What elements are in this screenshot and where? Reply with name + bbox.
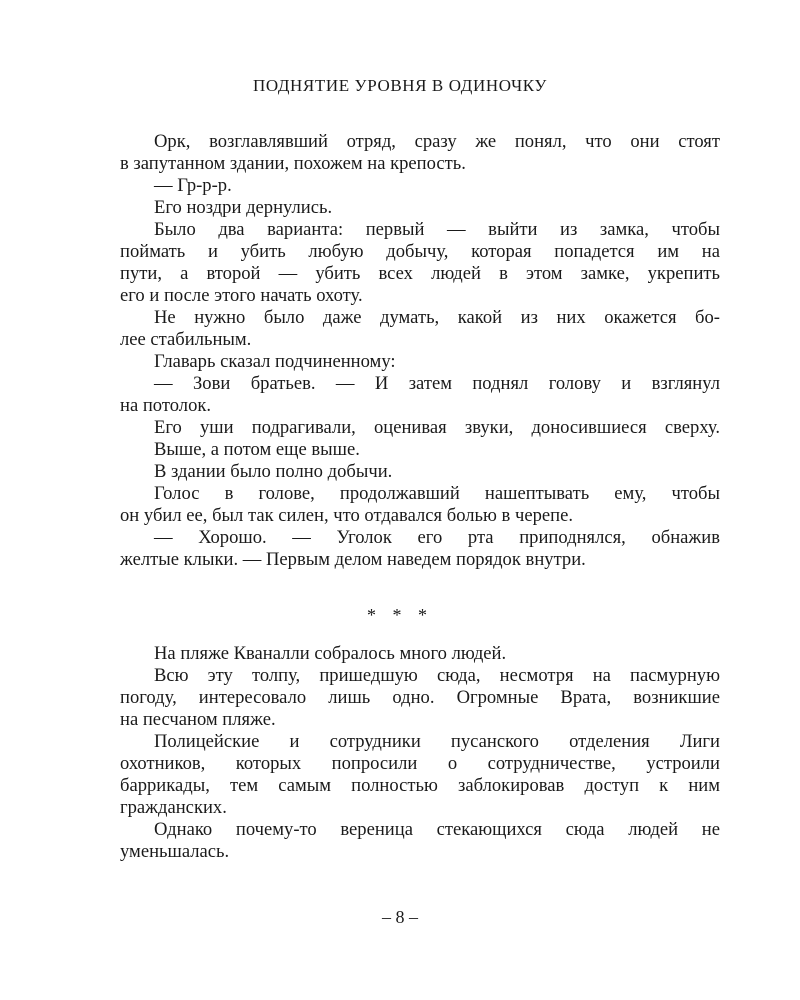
text-line: погоду, интересовало лишь одно. Огромные Врата, возникшие (120, 687, 720, 708)
section-separator: * * * (367, 605, 433, 625)
text-line: Однако почему-то вереница стекающихся сюда людей не (154, 819, 720, 840)
text-line: пути, а второй — убить всех людей в этом замке, укрепить (120, 263, 720, 284)
text-line: поймать и убить любую добычу, которая попадется им на (120, 241, 720, 262)
text-line: Полицейские и сотрудники пусанского отделения Лиги (154, 731, 720, 752)
text-line: на потолок. (120, 395, 212, 416)
text-line: на песчаном пляже. (120, 709, 276, 730)
text-line: желтые клыки. — Первым делом наведем порядок внутри. (120, 549, 586, 570)
text-line: Орк, возглавлявший отряд, сразу же понял, что они стоят (154, 131, 720, 152)
text-line: уменьшалась. (120, 841, 230, 862)
running-title: ПОДНЯТИЕ УРОВНЯ В ОДИНОЧКУ (252, 76, 548, 95)
text-line: Голос в голове, продолжавший нашептывать ему, чтобы (154, 483, 720, 504)
text-line: Было два варианта: первый — выйти из замка, чтобы (154, 219, 720, 240)
text-line: Его уши подрагивали, оценивая звуки, доносившиеся сверху. (154, 417, 720, 438)
text-line: охотников, которых попросили о сотрудничестве, устроили (120, 753, 720, 774)
text-line: баррикады, тем самым полностью заблокировав доступ к ним (120, 775, 720, 796)
text-section-1 (120, 131, 720, 571)
text-line: — Зови братьев. — И затем поднял голову и взглянул (154, 373, 720, 394)
text-line: Не нужно было даже думать, какой из них окажется бо- (154, 307, 720, 328)
text-line: Главарь сказал подчиненному: (154, 351, 396, 372)
text-line: — Гр-р-р. (154, 175, 232, 196)
text-line: — Хорошо. — Уголок его рта приподнялся, обнажив (154, 527, 720, 548)
text-line: в запутанном здании, похожем на крепость. (120, 153, 466, 174)
text-line: гражданских. (120, 797, 227, 818)
text-line: Всю эту толпу, пришедшую сюда, несмотря на пасмурную (154, 665, 720, 686)
page-number: – 8 – (382, 907, 418, 927)
text-line: Выше, а потом еще выше. (154, 439, 360, 460)
text-line: В здании было полно добычи. (154, 461, 393, 482)
text-line: его и после этого начать охоту. (120, 285, 363, 306)
text-line: он убил ее, был так силен, что отдавался болью в черепе. (120, 505, 573, 526)
text-section-2 (120, 643, 720, 863)
text-line: На пляже Кваналли собралось много людей. (154, 643, 507, 664)
text-line: лее стабильным. (120, 329, 252, 350)
text-line: Его ноздри дернулись. (154, 197, 333, 218)
